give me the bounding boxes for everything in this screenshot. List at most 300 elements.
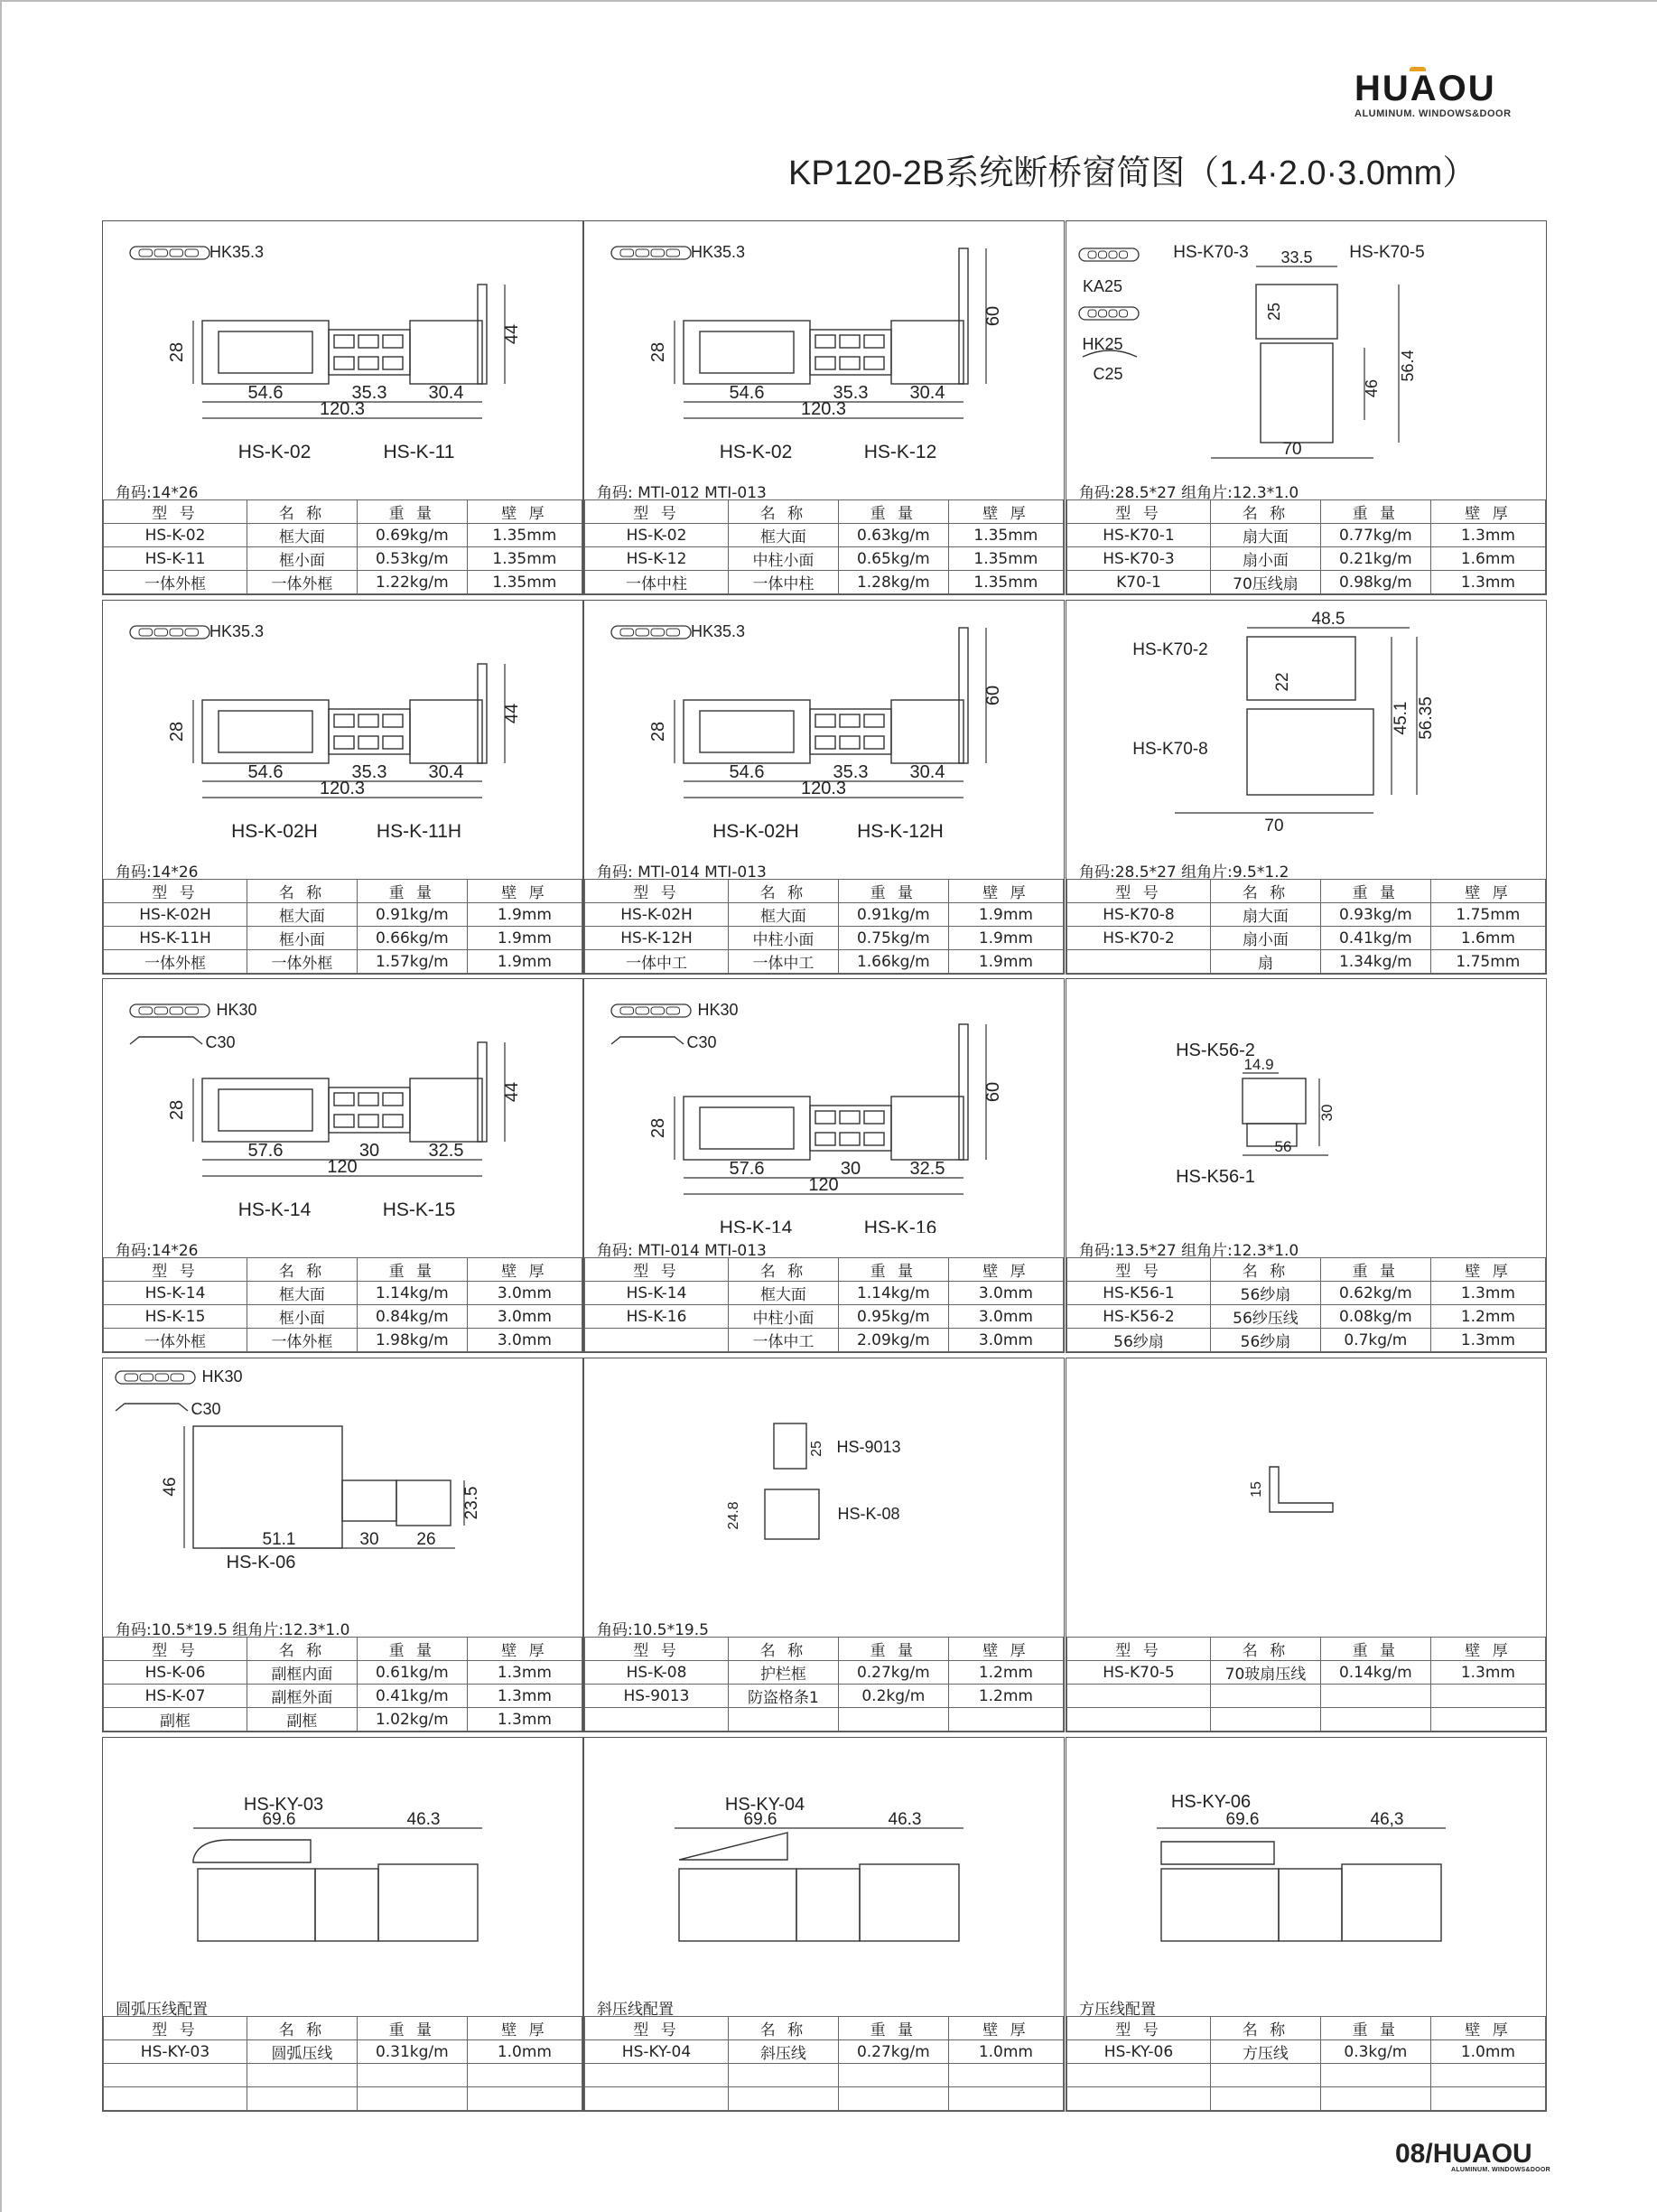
dim-width: 56 bbox=[1274, 1138, 1292, 1155]
table-cell: 0.69kg/m bbox=[357, 524, 467, 547]
table-cell: HS-9013 bbox=[585, 1685, 729, 1708]
strip-label: HK35.3 bbox=[209, 622, 265, 640]
thermal-break bbox=[329, 330, 410, 375]
strip-cavity bbox=[1088, 251, 1096, 258]
table-cell: HS-KY-06 bbox=[1067, 2040, 1211, 2064]
table-cell: 副框 bbox=[247, 1708, 358, 1731]
table-cell: 1.9mm bbox=[467, 927, 582, 950]
table-cell: HS-K-11H bbox=[104, 927, 247, 950]
page-border-top bbox=[0, 0, 1657, 2]
thermal-strip-icon bbox=[611, 247, 691, 259]
table-cell: HS-K-02H bbox=[585, 903, 729, 927]
profile-cell bbox=[102, 220, 583, 595]
strip-cavity bbox=[666, 629, 680, 636]
profile-drawing bbox=[1066, 1738, 1546, 1992]
table-cell: 1.0mm bbox=[948, 2040, 1063, 2064]
column-header-model: 型 号 bbox=[585, 880, 729, 903]
table-row bbox=[1067, 1282, 1546, 1305]
column-header-model: 型 号 bbox=[104, 2017, 247, 2040]
table-cell: HS-K70-3 bbox=[1067, 547, 1211, 571]
dim-width-1: 57.6 bbox=[729, 1159, 765, 1179]
dim-width-3: 30.4 bbox=[909, 383, 945, 403]
table-row bbox=[104, 1305, 582, 1329]
strip-cavity bbox=[125, 1374, 138, 1381]
profile-code: HS-K-02 bbox=[719, 442, 793, 462]
profile-code: HS-KY-04 bbox=[724, 1795, 805, 1815]
table-cell: HS-K56-2 bbox=[1067, 1305, 1211, 1329]
table-cell: 1.3mm bbox=[467, 1708, 582, 1731]
strip-cavity bbox=[651, 249, 665, 257]
column-header-name: 名 称 bbox=[247, 1258, 358, 1282]
table-cell: 一体外框 bbox=[104, 571, 247, 594]
strip-cavity bbox=[154, 249, 168, 257]
spec-table bbox=[584, 879, 1064, 974]
dim-height: 24.8 bbox=[726, 1501, 741, 1530]
thermal-break bbox=[1279, 1869, 1342, 1941]
dim-width-1: 57.6 bbox=[247, 1141, 284, 1161]
spec-table bbox=[1066, 499, 1546, 594]
table-cell: 3.0mm bbox=[467, 1305, 582, 1329]
corner-connector-note: 圆弧压线配置 bbox=[116, 2001, 208, 2019]
table-cell: 0.41kg/m bbox=[357, 1685, 467, 1708]
strip-cavity bbox=[170, 629, 183, 636]
profile-code: HS-K-02 bbox=[237, 442, 312, 462]
sash-profile bbox=[1161, 1869, 1279, 1941]
profile-cell bbox=[102, 1358, 583, 1732]
table-row bbox=[1067, 927, 1546, 950]
dim-height: 25 bbox=[809, 1441, 824, 1457]
left-profile bbox=[684, 321, 810, 384]
dim-height-left: 28 bbox=[648, 1117, 668, 1139]
break-cavity bbox=[334, 357, 354, 369]
thermal-strip-icon bbox=[611, 1004, 691, 1017]
break-cavity bbox=[840, 1111, 860, 1124]
break-cavity bbox=[815, 736, 835, 749]
column-header-model: 型 号 bbox=[1067, 2017, 1211, 2040]
table-cell: 框大面 bbox=[729, 903, 839, 927]
table-cell bbox=[247, 2064, 358, 2087]
corner-connector-note: 角码: MTI-014 MTI-013 bbox=[597, 1242, 767, 1260]
table-row bbox=[585, 2040, 1064, 2064]
left-profile-chamber bbox=[700, 711, 794, 752]
glazing-bead bbox=[1161, 1842, 1274, 1864]
dim-height: 45.1 bbox=[1392, 701, 1410, 735]
strip-cavity bbox=[620, 629, 634, 636]
dim-height-right: 60 bbox=[983, 685, 1003, 706]
left-profile bbox=[684, 700, 810, 763]
table-row bbox=[104, 950, 582, 974]
left-profile-chamber bbox=[700, 331, 794, 373]
frame-profile bbox=[1342, 1864, 1441, 1941]
break-cavity bbox=[383, 335, 403, 348]
break-cavity bbox=[815, 335, 835, 348]
table-cell: 一体中柱 bbox=[729, 571, 839, 594]
column-header-thickness: 壁 厚 bbox=[948, 1258, 1063, 1282]
table-header-row bbox=[104, 1638, 582, 1661]
corner-connector-note: 方压线配置 bbox=[1079, 2001, 1156, 2019]
glazing-bead bbox=[679, 1833, 787, 1860]
table-cell: 1.3mm bbox=[1430, 571, 1545, 594]
column-header-name: 名 称 bbox=[1211, 1258, 1321, 1282]
right-profile bbox=[410, 321, 482, 384]
table-row bbox=[104, 1329, 582, 1352]
break-cavity bbox=[334, 736, 354, 749]
dim-width: 69.6 bbox=[262, 1810, 296, 1829]
table-row bbox=[104, 1661, 582, 1685]
table-cell: 1.6mm bbox=[1430, 547, 1545, 571]
page-title: KP120-2B系统断桥窗简图（1.4·2.0·3.0mm） bbox=[788, 154, 1477, 192]
table-cell: 0.84kg/m bbox=[357, 1305, 467, 1329]
spec-table bbox=[1066, 2016, 1546, 2111]
table-cell: 0.77kg/m bbox=[1320, 524, 1430, 547]
profile-code: HS-KY-06 bbox=[1170, 1792, 1252, 1812]
left-profile-chamber bbox=[219, 711, 312, 752]
column-header-thickness: 壁 厚 bbox=[1430, 1638, 1545, 1661]
break-cavity bbox=[383, 1115, 403, 1127]
thermal-break bbox=[329, 709, 410, 754]
column-header-weight: 重 量 bbox=[1320, 880, 1430, 903]
profile-code: HS-K-16 bbox=[863, 1218, 937, 1233]
table-cell: 1.0mm bbox=[1430, 2040, 1545, 2064]
column-header-model: 型 号 bbox=[585, 1258, 729, 1282]
dim-width: 33.5 bbox=[1280, 248, 1313, 266]
sash-top bbox=[1247, 637, 1355, 700]
table-row bbox=[585, 1305, 1064, 1329]
spec-table bbox=[103, 1257, 582, 1352]
table-cell: 1.35mm bbox=[948, 547, 1063, 571]
cross-section-svg bbox=[103, 221, 582, 475]
table-cell: 2.09kg/m bbox=[838, 1329, 948, 1352]
cross-section-svg bbox=[584, 979, 1063, 1233]
dim-height-left: 28 bbox=[167, 721, 187, 742]
strip-cavity bbox=[185, 1007, 199, 1014]
profile-cell bbox=[1066, 978, 1547, 1353]
table-header-row bbox=[1067, 500, 1546, 524]
table-cell bbox=[838, 1708, 948, 1731]
break-cavity bbox=[358, 1093, 378, 1106]
column-header-weight: 重 量 bbox=[1320, 1258, 1430, 1282]
table-cell bbox=[104, 2064, 247, 2087]
page-number-tagline: ALUMINUM. WINDOWS&DOOR bbox=[1451, 2167, 1551, 2173]
strip-cavity bbox=[171, 1374, 184, 1381]
table-cell: 0.95kg/m bbox=[838, 1305, 948, 1329]
table-cell: 1.35mm bbox=[467, 547, 582, 571]
frame-profile bbox=[860, 1864, 959, 1941]
table-cell: 1.9mm bbox=[467, 903, 582, 927]
table-row bbox=[1067, 903, 1546, 927]
right-profile bbox=[410, 1078, 482, 1142]
column-header-weight: 重 量 bbox=[838, 880, 948, 903]
dim-width: 69.6 bbox=[1225, 1810, 1260, 1829]
strip-cavity bbox=[636, 629, 649, 636]
column-header-model: 型 号 bbox=[104, 880, 247, 903]
page-number-text: 08/HUAOU bbox=[1395, 2139, 1532, 2169]
dim-width: 46.3 bbox=[888, 1810, 922, 1829]
thermal-strip-icon bbox=[116, 1371, 195, 1384]
strip-label: KA25 bbox=[1082, 277, 1123, 295]
gasket-label: C30 bbox=[686, 1033, 717, 1051]
frame-profile bbox=[378, 1864, 478, 1941]
table-cell: 0.2kg/m bbox=[838, 1685, 948, 1708]
table-cell: 1.66kg/m bbox=[838, 950, 948, 974]
spec-table bbox=[103, 499, 582, 594]
strip-cavity bbox=[185, 249, 199, 257]
left-profile-chamber bbox=[219, 331, 312, 373]
right-profile bbox=[891, 700, 963, 763]
break-cavity bbox=[864, 736, 884, 749]
profile-drawing bbox=[584, 979, 1064, 1233]
table-cell: 护栏框 bbox=[729, 1661, 839, 1685]
dim-height-right: 44 bbox=[502, 323, 522, 345]
break-cavity bbox=[358, 736, 378, 749]
column-header-model: 型 号 bbox=[1067, 500, 1211, 524]
column-header-model: 型 号 bbox=[585, 500, 729, 524]
table-row bbox=[104, 2040, 582, 2064]
cross-section-svg bbox=[1066, 601, 1545, 854]
break-cavity bbox=[358, 357, 378, 369]
table-cell: HS-K70-8 bbox=[1067, 903, 1211, 927]
cross-section-svg bbox=[103, 601, 582, 854]
table-cell: 1.2mm bbox=[1430, 1305, 1545, 1329]
profile-code: HS-K-11 bbox=[383, 442, 455, 462]
break-cavity bbox=[864, 357, 884, 369]
break-cavity bbox=[334, 335, 354, 348]
profile-code: HS-K-02H bbox=[712, 821, 799, 842]
break-cavity bbox=[383, 736, 403, 749]
table-cell bbox=[1067, 1685, 1211, 1708]
break-cavity bbox=[815, 1111, 835, 1124]
break-cavity bbox=[840, 736, 860, 749]
table-cell bbox=[1430, 2064, 1545, 2087]
left-profile bbox=[684, 1097, 810, 1160]
column-header-weight: 重 量 bbox=[357, 880, 467, 903]
gasket-label: C30 bbox=[191, 1400, 221, 1418]
cross-section-svg bbox=[103, 1738, 582, 1992]
column-header-model: 型 号 bbox=[104, 1258, 247, 1282]
table-header-row bbox=[104, 1258, 582, 1282]
corner-connector-note: 角码:14*26 bbox=[116, 484, 199, 502]
table-cell: 0.31kg/m bbox=[357, 2040, 467, 2064]
column-header-weight: 重 量 bbox=[1320, 2017, 1430, 2040]
table-row bbox=[585, 571, 1064, 594]
table-cell: 框小面 bbox=[247, 927, 358, 950]
column-header-weight: 重 量 bbox=[357, 1258, 467, 1282]
table-cell bbox=[1320, 2087, 1430, 2111]
strip-cavity bbox=[1109, 251, 1117, 258]
table-cell: 3.0mm bbox=[467, 1282, 582, 1305]
table-row bbox=[585, 1708, 1064, 1731]
column-header-name: 名 称 bbox=[729, 880, 839, 903]
table-cell bbox=[1067, 2064, 1211, 2087]
table-cell: 1.9mm bbox=[948, 927, 1063, 950]
dim-height-left: 28 bbox=[648, 341, 668, 363]
profile-code: HS-K-15 bbox=[382, 1199, 456, 1220]
table-cell bbox=[104, 2087, 247, 2111]
table-cell: 56纱扇 bbox=[1211, 1282, 1321, 1305]
break-cavity bbox=[358, 714, 378, 727]
table-cell: 0.21kg/m bbox=[1320, 547, 1430, 571]
left-profile-chamber bbox=[219, 1089, 312, 1131]
dim-width-1: 54.6 bbox=[247, 383, 284, 403]
table-cell: HS-K-06 bbox=[104, 1661, 247, 1685]
column-header-weight: 重 量 bbox=[1320, 1638, 1430, 1661]
table-cell: 56纱扇 bbox=[1067, 1329, 1211, 1352]
table-cell: 1.75mm bbox=[1430, 903, 1545, 927]
dim-width-1: 54.6 bbox=[729, 383, 765, 403]
right-profile bbox=[891, 321, 963, 384]
table-cell: HS-KY-04 bbox=[585, 2040, 729, 2064]
profile-code: HS-K56-2 bbox=[1176, 1041, 1255, 1060]
profile-cell bbox=[583, 978, 1065, 1353]
column-header-thickness: 壁 厚 bbox=[467, 1638, 582, 1661]
table-cell: 框大面 bbox=[729, 524, 839, 547]
table-row bbox=[1067, 524, 1546, 547]
profile-code: HS-K-06 bbox=[226, 1553, 296, 1573]
gasket-icon bbox=[130, 1037, 202, 1044]
strip-cavity bbox=[154, 629, 168, 636]
dim-width-1: 54.6 bbox=[247, 762, 284, 782]
dim-width: 51.1 bbox=[262, 1530, 296, 1549]
column-header-thickness: 壁 厚 bbox=[467, 880, 582, 903]
column-header-thickness: 壁 厚 bbox=[1430, 880, 1545, 903]
table-cell: 0.91kg/m bbox=[357, 903, 467, 927]
column-header-thickness: 壁 厚 bbox=[467, 2017, 582, 2040]
table-row bbox=[585, 950, 1064, 974]
dim-height-left: 28 bbox=[167, 341, 187, 363]
dim-width: 46,3 bbox=[1370, 1810, 1404, 1829]
left-profile-chamber bbox=[700, 1107, 794, 1149]
table-cell: HS-K-16 bbox=[585, 1305, 729, 1329]
strip-cavity bbox=[139, 629, 153, 636]
break-cavity bbox=[334, 1093, 354, 1106]
strip-cavity bbox=[620, 1007, 634, 1014]
table-row bbox=[1067, 1329, 1546, 1352]
thermal-break bbox=[810, 709, 891, 754]
column-header-name: 名 称 bbox=[247, 2017, 358, 2040]
column-header-weight: 重 量 bbox=[838, 500, 948, 524]
strip-cavity bbox=[154, 1007, 168, 1014]
profile-code: HS-K-14 bbox=[237, 1199, 312, 1220]
table-cell: 0.08kg/m bbox=[1320, 1305, 1430, 1329]
table-header-row bbox=[104, 500, 582, 524]
cross-section-svg bbox=[584, 601, 1063, 854]
corner-connector-note: 角码:10.5*19.5 组角片:12.3*1.0 bbox=[116, 1621, 350, 1639]
break-cavity bbox=[358, 335, 378, 348]
spec-table bbox=[584, 1257, 1064, 1352]
column-header-name: 名 称 bbox=[247, 1638, 358, 1661]
table-cell: 中柱小面 bbox=[729, 927, 839, 950]
strip-cavity bbox=[185, 629, 199, 636]
dim-width: 70 bbox=[1264, 817, 1284, 835]
table-cell: 一体外框 bbox=[247, 1329, 358, 1352]
strip-cavity bbox=[139, 249, 153, 257]
table-cell: 斜压线 bbox=[729, 2040, 839, 2064]
column-header-name: 名 称 bbox=[1211, 500, 1321, 524]
table-row bbox=[104, 1708, 582, 1731]
column-header-thickness: 壁 厚 bbox=[948, 880, 1063, 903]
dim-width: 46.3 bbox=[406, 1810, 441, 1829]
dim-height: 56.35 bbox=[1417, 696, 1436, 740]
table-row bbox=[104, 571, 582, 594]
table-cell: 副框 bbox=[104, 1708, 247, 1731]
table-row bbox=[104, 1685, 582, 1708]
break-cavity bbox=[815, 714, 835, 727]
corner-connector-note: 角码:14*26 bbox=[116, 1242, 199, 1260]
column-header-model: 型 号 bbox=[104, 500, 247, 524]
dim-height: 46 bbox=[161, 1477, 180, 1497]
corner-connector-note: 角码:14*26 bbox=[116, 863, 199, 882]
page-border-left bbox=[0, 0, 2, 2212]
profile-code: HS-K-12 bbox=[863, 442, 937, 462]
profile-drawing bbox=[1066, 221, 1546, 475]
table-row bbox=[104, 2087, 582, 2111]
break-cavity bbox=[334, 1115, 354, 1127]
cross-section-svg bbox=[103, 1358, 582, 1612]
table-cell: HS-K-14 bbox=[585, 1282, 729, 1305]
break-cavity bbox=[840, 357, 860, 369]
spec-table bbox=[103, 1637, 582, 1731]
spec-table bbox=[1066, 1257, 1546, 1352]
table-cell: 0.53kg/m bbox=[357, 547, 467, 571]
table-cell: 0.98kg/m bbox=[1320, 571, 1430, 594]
table-cell: 框小面 bbox=[247, 547, 358, 571]
table-cell bbox=[1320, 2064, 1430, 2087]
table-cell bbox=[729, 1708, 839, 1731]
right-profile bbox=[891, 1097, 963, 1160]
thermal-strip-icon bbox=[611, 626, 691, 639]
profile-cell bbox=[1066, 600, 1547, 975]
glazing-bead bbox=[193, 1840, 311, 1862]
profile-code: HS-K70-5 bbox=[1349, 243, 1425, 262]
table-cell: 0.62kg/m bbox=[1320, 1282, 1430, 1305]
profile-cell bbox=[102, 1737, 583, 2112]
table-cell: 副框内面 bbox=[247, 1661, 358, 1685]
profile-drawing bbox=[584, 221, 1064, 475]
table-cell: 0.7kg/m bbox=[1320, 1329, 1430, 1352]
table-row bbox=[585, 2064, 1064, 2087]
break-cavity bbox=[864, 1133, 884, 1145]
dim-height: 22 bbox=[1273, 672, 1292, 692]
table-cell: 1.9mm bbox=[948, 903, 1063, 927]
left-profile bbox=[202, 700, 329, 763]
dim-overall: 120.3 bbox=[800, 779, 847, 798]
dim-width-3: 30.4 bbox=[909, 762, 945, 782]
dim-width-3: 30.4 bbox=[428, 383, 464, 403]
profile-code: HS-K-11H bbox=[376, 821, 462, 842]
table-cell: HS-K70-2 bbox=[1067, 927, 1211, 950]
table-cell: K70-1 bbox=[1067, 571, 1211, 594]
strip-cavity bbox=[155, 1374, 169, 1381]
table-cell: 中柱小面 bbox=[729, 1305, 839, 1329]
spec-table bbox=[103, 2016, 582, 2111]
table-cell: 0.91kg/m bbox=[838, 903, 948, 927]
table-cell: 扇小面 bbox=[1211, 927, 1321, 950]
table-cell: 一体外框 bbox=[104, 950, 247, 974]
corner-connector-note: 角码:28.5*27 组角片:9.5*1.2 bbox=[1079, 863, 1289, 882]
gasket-label: C30 bbox=[205, 1033, 236, 1051]
table-row bbox=[104, 524, 582, 547]
table-cell: HS-K-14 bbox=[104, 1282, 247, 1305]
table-header-row bbox=[585, 1638, 1064, 1661]
column-header-model: 型 号 bbox=[1067, 880, 1211, 903]
corner-connector-note: 角码:10.5*19.5 bbox=[597, 1621, 709, 1639]
table-header-row bbox=[104, 2017, 582, 2040]
column-header-model: 型 号 bbox=[585, 1638, 729, 1661]
break-cavity bbox=[383, 1093, 403, 1106]
table-cell: 3.0mm bbox=[948, 1282, 1063, 1305]
table-row bbox=[1067, 2040, 1546, 2064]
table-cell: 1.22kg/m bbox=[357, 571, 467, 594]
